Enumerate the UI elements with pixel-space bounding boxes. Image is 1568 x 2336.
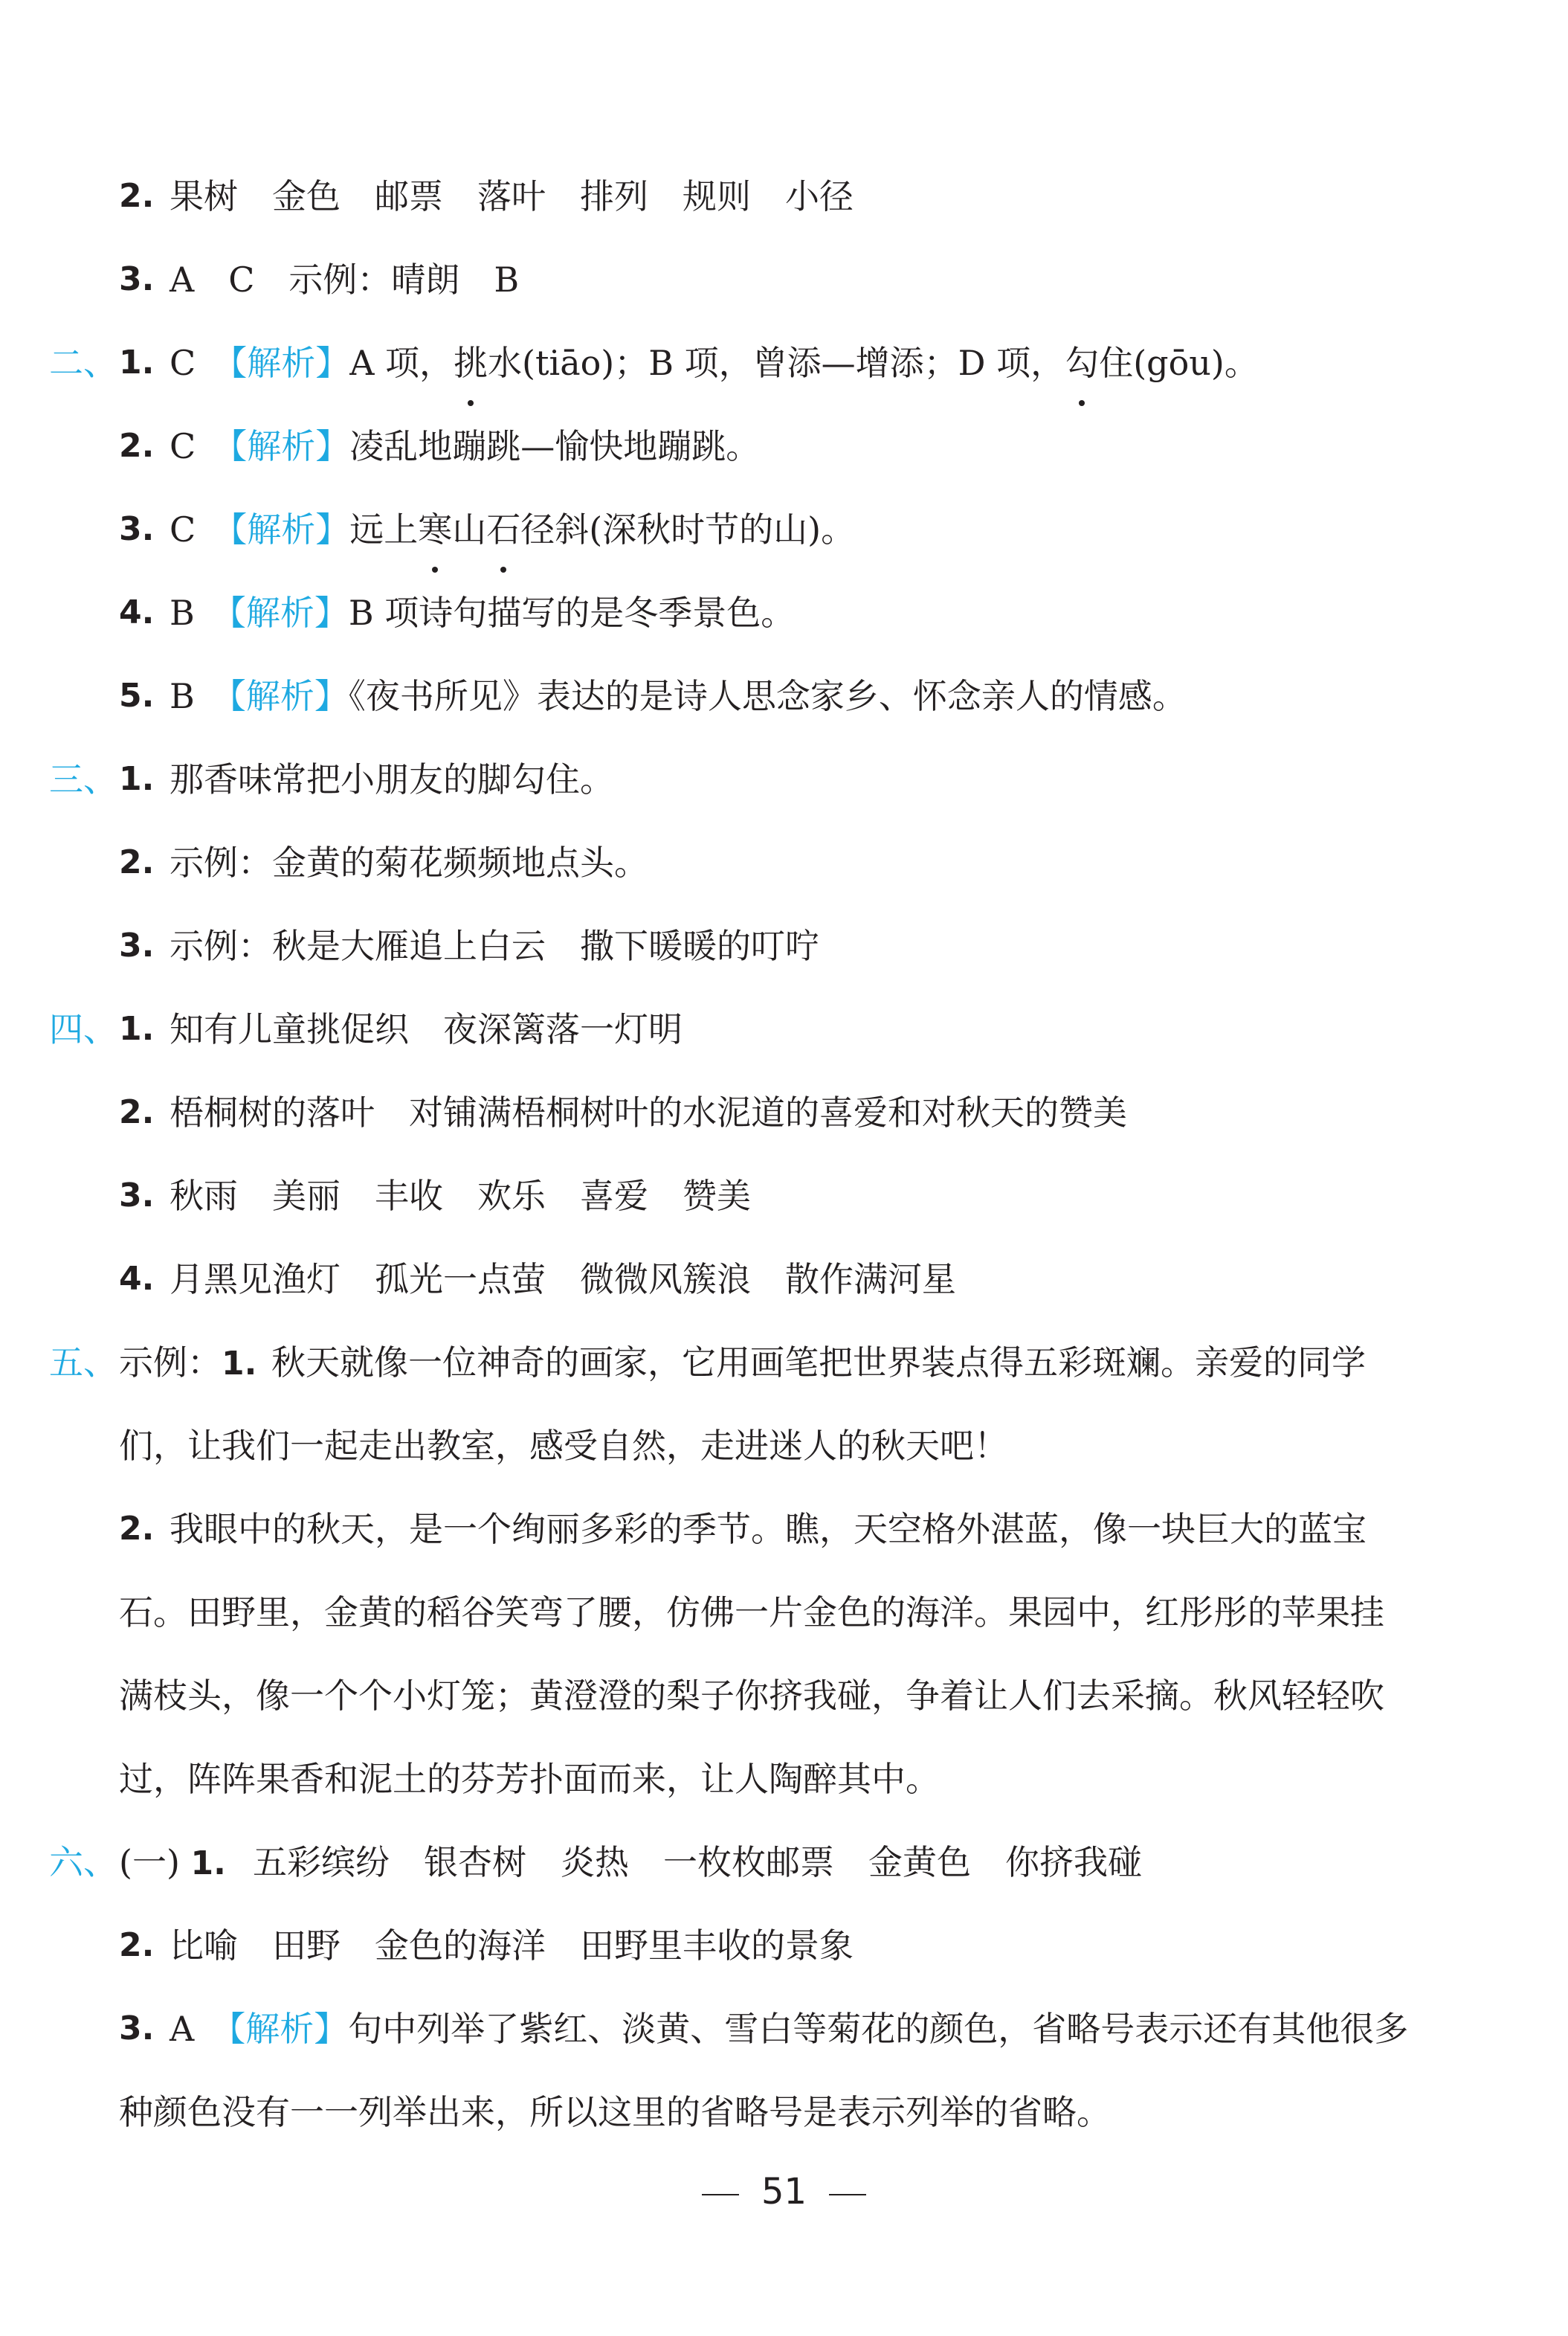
- answer-text: 石。田野里，金黄的稻谷笑弯了腰，仿佛一片金色的海洋。果园中，红彤彤的苹果挂: [119, 1592, 1384, 1632]
- answer-text: [170, 488, 855, 571]
- answer-text: [170, 571, 795, 654]
- section-marker: 四、: [49, 1009, 117, 1049]
- analysis-text: 住(gōu)。: [1099, 343, 1259, 383]
- page-footer: [0, 2158, 1568, 2225]
- emphasis-char: 石: [486, 488, 520, 571]
- answer-choice: B: [170, 593, 195, 633]
- emphasis-char: 寒: [418, 488, 452, 571]
- example-label: 示例：: [119, 1342, 222, 1383]
- answer-line: [0, 238, 1568, 321]
- item-number: 1.: [119, 760, 155, 798]
- section-marker: 二、: [49, 343, 117, 383]
- answer-text: 我眼中的秋天，是一个绚丽多彩的季节。瞧，天空格外湛蓝，像一块巨大的蓝宝: [170, 1509, 1367, 1549]
- item-number: 2.: [119, 177, 155, 215]
- analysis-tag: 【解析】: [230, 343, 350, 383]
- answer-choice: B: [170, 676, 195, 716]
- analysis-text: 水(tiāo)；B 项，曾添—增添；D 项，: [488, 343, 1065, 383]
- analysis-text: A 项，: [349, 343, 454, 383]
- analysis-text: 《夜书所见》表达的是诗人思念家乡、怀念亲人的情感。: [348, 676, 1187, 716]
- answer-text: 秋天就像一位神奇的画家，它用画笔把世界装点得五彩斑斓。亲爱的同学: [271, 1342, 1366, 1383]
- item-number: 2.: [119, 1926, 155, 1964]
- analysis-tag: 【解析】: [228, 2009, 349, 2049]
- answer-choice: C: [170, 426, 196, 466]
- item-number: 1.: [222, 1345, 257, 1383]
- answer-text: 知有儿童挑促织 夜深篱落一灯明: [170, 1009, 683, 1049]
- item-number: 2.: [119, 1510, 155, 1548]
- item-number: 2.: [119, 427, 155, 465]
- analysis-text: 径斜(深秋时节的山)。: [520, 509, 856, 550]
- answer-line: [0, 1487, 1568, 1571]
- answer-line: [0, 1571, 1568, 1654]
- answer-text: 月黑见渔灯 孤光一点萤 微微风簇浪 散作满河星: [170, 1259, 956, 1299]
- item-number: 3.: [119, 510, 155, 548]
- section-marker: 六、: [49, 1842, 117, 1882]
- answer-text: [170, 405, 760, 488]
- answer-text: 五彩缤纷 银杏树 炎热 一枚枚邮票 金黄色 你挤我碰: [253, 1842, 1142, 1882]
- section-marker: 五、: [49, 1342, 117, 1383]
- answer-text: 比喻 田野 金色的海洋 田野里丰收的景象: [170, 1925, 854, 1966]
- item-number: 5.: [119, 677, 155, 715]
- answer-text: 果树 金色 邮票 落叶 排列 规则 小径: [170, 176, 854, 216]
- item-number: 4.: [119, 593, 155, 631]
- answer-text: [170, 321, 1259, 405]
- answer-text: [170, 1987, 1408, 2070]
- footer-dash-left: [702, 2194, 739, 2195]
- answer-line: [0, 2070, 1568, 2154]
- answer-text: 种颜色没有一一列举出来，所以这里的省略号是表示列举的省略。: [119, 2092, 1111, 2132]
- answer-line: [0, 738, 1568, 821]
- subsection-label: (一): [119, 1842, 180, 1882]
- answer-line: [0, 821, 1568, 904]
- answer-text: 梧桐树的落叶 对铺满梧桐树叶的水泥道的喜爱和对秋天的赞美: [170, 1093, 1127, 1133]
- answer-text: 那香味常把小朋友的脚勾住。: [170, 759, 614, 799]
- answer-text: 示例：秋是大雁追上白云 撒下暖暖的叮咛: [170, 926, 819, 966]
- answer-line: [0, 1737, 1568, 1821]
- subsection-prefix: [119, 1821, 226, 1905]
- item-number: 4.: [119, 1260, 155, 1298]
- answer-text: 秋雨 美丽 丰收 欢乐 喜爱 赞美: [170, 1176, 751, 1216]
- answer-line: [0, 1987, 1568, 2070]
- example-prefix: [119, 1321, 257, 1406]
- analysis-tag: 【解析】: [228, 676, 349, 716]
- page-number: 51: [761, 2171, 807, 2213]
- item-number: 3.: [119, 2010, 155, 2047]
- item-number: 3.: [119, 1177, 155, 1214]
- analysis-tag: 【解析】: [230, 426, 350, 466]
- analysis-text: 句中列举了紫红、淡黄、雪白等菊花的颜色，省略号表示还有其他很多: [348, 2009, 1409, 2049]
- answer-line: [0, 1154, 1568, 1238]
- item-number: 1.: [119, 1010, 155, 1048]
- answer-text: 过，阵阵果香和泥土的芬芳扑面而来，让人陶醉其中。: [119, 1759, 940, 1799]
- item-number: 3.: [119, 927, 155, 965]
- answer-line: [0, 155, 1568, 238]
- item-number: 3.: [119, 260, 155, 298]
- analysis-tag: 【解析】: [230, 509, 350, 550]
- item-number: 1.: [119, 344, 155, 382]
- emphasis-char: 挑: [454, 321, 488, 405]
- item-number: 2.: [119, 1093, 155, 1131]
- analysis-text: 凌乱地蹦跳—愉快地蹦跳。: [349, 426, 761, 466]
- answer-line: [0, 904, 1568, 988]
- answer-line: [0, 1654, 1568, 1737]
- answer-line: [0, 405, 1568, 488]
- answer-line: [0, 1071, 1568, 1154]
- answer-line: [0, 571, 1568, 654]
- answer-text: 满枝头，像一个个小灯笼；黄澄澄的梨子你挤我碰，争着让人们去采摘。秋风轻轻吹: [119, 1676, 1384, 1716]
- answer-choice: A: [170, 2009, 195, 2049]
- answer-line: [0, 988, 1568, 1071]
- answer-line: [0, 488, 1568, 571]
- analysis-tag: 【解析】: [228, 593, 349, 633]
- answer-choice: C: [170, 343, 196, 383]
- section-marker: 三、: [49, 759, 117, 799]
- analysis-text: 山: [452, 509, 487, 550]
- answer-choice: C: [170, 509, 196, 550]
- answer-text: 示例：金黄的菊花频频地点头。: [170, 843, 648, 883]
- answer-line: [0, 1321, 1568, 1404]
- analysis-text: 远上: [349, 509, 419, 550]
- emphasis-char: 勾: [1065, 321, 1099, 405]
- answer-line: [0, 321, 1568, 405]
- answer-line: [0, 1821, 1568, 1904]
- answer-text: [170, 654, 1187, 738]
- answer-line: [0, 1238, 1568, 1321]
- answer-line: [0, 1904, 1568, 1987]
- answer-line: [0, 1404, 1568, 1487]
- answer-text: 们，让我们一起走出教室，感受自然，走进迷人的秋天吧！: [119, 1426, 1008, 1466]
- answer-line: [0, 654, 1568, 738]
- footer-dash-right: [829, 2194, 866, 2195]
- item-number: 1.: [190, 1844, 226, 1882]
- answer-text: A C 示例：晴朗 B: [170, 260, 520, 300]
- analysis-text: B 项诗句描写的是冬季景色。: [348, 593, 796, 633]
- item-number: 2.: [119, 843, 155, 881]
